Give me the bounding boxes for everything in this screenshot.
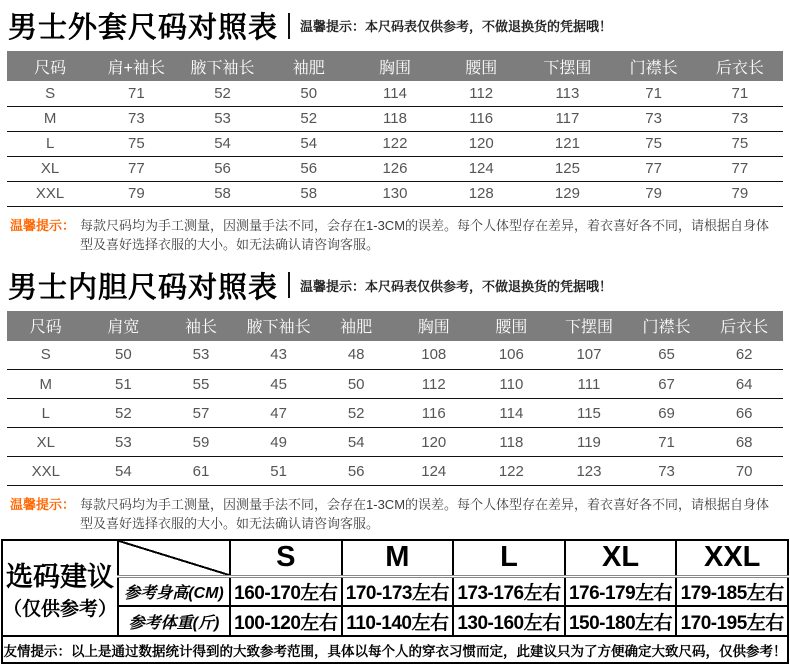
row-label: 参考身高(CM) bbox=[118, 576, 230, 606]
table-cell: 71 bbox=[628, 428, 706, 457]
rec-value-cell: 173-176左右 bbox=[453, 576, 565, 606]
table-cell: 67 bbox=[628, 370, 706, 399]
size-column-header: XXL bbox=[676, 540, 788, 576]
title-note: 温馨提示：本尺码表仅供参考，不做退换货的凭据哦！ bbox=[300, 19, 613, 34]
table-cell: 70 bbox=[705, 457, 783, 486]
table-cell: 43 bbox=[240, 341, 318, 370]
table-cell: 116 bbox=[438, 106, 524, 131]
column-header: 尺码 bbox=[7, 311, 85, 341]
table-row bbox=[7, 399, 783, 428]
table-cell: 115 bbox=[550, 399, 628, 428]
rec-value-cell: 150-180左右 bbox=[565, 606, 677, 636]
table-cell: 106 bbox=[473, 341, 551, 370]
table-cell: 119 bbox=[550, 428, 628, 457]
table-cell: 69 bbox=[628, 399, 706, 428]
table-cell: 54 bbox=[266, 131, 352, 156]
table-cell: 113 bbox=[524, 81, 610, 106]
table-cell: 64 bbox=[705, 370, 783, 399]
column-header: 下摆围 bbox=[524, 51, 610, 81]
table-cell: 129 bbox=[524, 181, 610, 206]
table-cell: 50 bbox=[266, 81, 352, 106]
table-row bbox=[7, 428, 783, 457]
table-cell: 52 bbox=[317, 399, 395, 428]
column-header: 胸围 bbox=[352, 51, 438, 81]
rec-value-cell: 130-160左右 bbox=[453, 606, 565, 636]
table-cell: S bbox=[7, 81, 93, 106]
size-column-header: M bbox=[342, 540, 454, 576]
column-header: 腋下袖长 bbox=[179, 51, 265, 81]
column-header: 腰围 bbox=[438, 51, 524, 81]
liner-tip bbox=[10, 495, 780, 533]
diagonal-cell bbox=[118, 540, 230, 576]
outer-section-header bbox=[0, 0, 790, 49]
table-cell: 121 bbox=[524, 131, 610, 156]
table-cell: 77 bbox=[611, 156, 697, 181]
table-cell: 49 bbox=[240, 428, 318, 457]
column-header: 腋下袖长 bbox=[240, 311, 318, 341]
table-cell: 73 bbox=[628, 457, 706, 486]
table-cell: 107 bbox=[550, 341, 628, 370]
size-column-header: S bbox=[230, 540, 342, 576]
table-cell: 51 bbox=[240, 457, 318, 486]
tip-text: 每款尺码均为手工测量，因测量手法不同，会存在1-3CM的误差。每个人体型存在差异，着衣喜好各不同，请根据自身体型及喜好选择衣服的大小。如无法确认请咨询客服。 bbox=[80, 217, 770, 252]
table-cell: 73 bbox=[697, 106, 783, 131]
table-cell: 56 bbox=[266, 156, 352, 181]
column-header: 门襟长 bbox=[611, 51, 697, 81]
page-title: 男士内胆尺码对照表 bbox=[8, 271, 279, 304]
table-row bbox=[7, 181, 783, 206]
title-divider bbox=[288, 272, 290, 298]
table-cell: 52 bbox=[179, 81, 265, 106]
rec-value-cell: 100-120左右 bbox=[230, 606, 342, 636]
table-header-row bbox=[7, 51, 783, 81]
liner-section-header bbox=[0, 260, 790, 309]
inner-liner-section bbox=[0, 260, 790, 534]
rec-value-cell: 170-173左右 bbox=[342, 576, 454, 606]
table-cell: 123 bbox=[550, 457, 628, 486]
rec-title: 选码建议 bbox=[6, 562, 114, 592]
table-cell: 75 bbox=[93, 131, 179, 156]
table-cell: 112 bbox=[438, 81, 524, 106]
table-cell: 79 bbox=[611, 181, 697, 206]
table-cell: 59 bbox=[162, 428, 240, 457]
table-cell: 120 bbox=[395, 428, 473, 457]
table-cell: 47 bbox=[240, 399, 318, 428]
table-cell: 50 bbox=[317, 370, 395, 399]
table-cell: 53 bbox=[162, 341, 240, 370]
rec-footer-row bbox=[2, 636, 788, 663]
table-cell: 52 bbox=[85, 399, 163, 428]
table-cell: 71 bbox=[611, 81, 697, 106]
table-cell: M bbox=[7, 370, 85, 399]
table-row bbox=[7, 370, 783, 399]
table-cell: 51 bbox=[85, 370, 163, 399]
table-cell: 108 bbox=[395, 341, 473, 370]
table-row bbox=[7, 457, 783, 486]
table-cell: 56 bbox=[179, 156, 265, 181]
table-cell: 73 bbox=[611, 106, 697, 131]
column-header: 袖肥 bbox=[266, 51, 352, 81]
table-cell: 71 bbox=[697, 81, 783, 106]
column-header: 肩宽 bbox=[85, 311, 163, 341]
table-cell: 111 bbox=[550, 370, 628, 399]
table-cell: 71 bbox=[93, 81, 179, 106]
footer-note: 友情提示：以上是通过数据统计得到的大致参考范围，具体以每个人的穿衣习惯而定，此建议只为了方便确定大致尺码，仅供参考！ bbox=[2, 636, 788, 663]
table-cell: 48 bbox=[317, 341, 395, 370]
column-header: 袖肥 bbox=[317, 311, 395, 341]
column-header: 肩+袖长 bbox=[93, 51, 179, 81]
table-cell: 118 bbox=[352, 106, 438, 131]
table-cell: 58 bbox=[266, 181, 352, 206]
table-cell: 45 bbox=[240, 370, 318, 399]
table-cell: 116 bbox=[395, 399, 473, 428]
rec-height-row bbox=[2, 576, 788, 606]
rec-weight-row bbox=[2, 606, 788, 636]
row-label: 参考体重(斤) bbox=[118, 606, 230, 636]
table-cell: 56 bbox=[317, 457, 395, 486]
rec-value-cell: 110-140左右 bbox=[342, 606, 454, 636]
size-column-header: XL bbox=[565, 540, 677, 576]
size-column-header: L bbox=[453, 540, 565, 576]
column-header: 胸围 bbox=[395, 311, 473, 341]
table-row bbox=[7, 106, 783, 131]
rec-value-cell: 179-185左右 bbox=[676, 576, 788, 606]
table-cell: L bbox=[7, 399, 85, 428]
table-cell: 77 bbox=[93, 156, 179, 181]
size-recommendation-table bbox=[1, 539, 789, 664]
outer-tip bbox=[10, 216, 780, 254]
column-header: 下摆围 bbox=[550, 311, 628, 341]
table-cell: 118 bbox=[473, 428, 551, 457]
table-cell: 75 bbox=[611, 131, 697, 156]
table-cell: 68 bbox=[705, 428, 783, 457]
table-cell: 55 bbox=[162, 370, 240, 399]
column-header: 腰围 bbox=[473, 311, 551, 341]
column-header: 后衣长 bbox=[697, 51, 783, 81]
column-header: 门襟长 bbox=[628, 311, 706, 341]
table-cell: 124 bbox=[395, 457, 473, 486]
page-title: 男士外套尺码对照表 bbox=[8, 12, 279, 44]
outer-size-table bbox=[7, 51, 783, 207]
table-cell: 120 bbox=[438, 131, 524, 156]
table-cell: 130 bbox=[352, 181, 438, 206]
table-cell: 75 bbox=[697, 131, 783, 156]
column-header: 后衣长 bbox=[705, 311, 783, 341]
table-cell: 79 bbox=[93, 181, 179, 206]
rec-value-cell: 176-179左右 bbox=[565, 576, 677, 606]
table-cell: XXL bbox=[7, 457, 85, 486]
table-header-row bbox=[7, 311, 783, 341]
outer-jacket-section bbox=[0, 0, 790, 254]
table-row bbox=[7, 156, 783, 181]
table-cell: XXL bbox=[7, 181, 93, 206]
table-cell: 126 bbox=[352, 156, 438, 181]
table-cell: 57 bbox=[162, 399, 240, 428]
table-cell: 53 bbox=[85, 428, 163, 457]
table-cell: 73 bbox=[93, 106, 179, 131]
rec-value-cell: 160-170左右 bbox=[230, 576, 342, 606]
title-divider bbox=[288, 13, 290, 39]
table-cell: 66 bbox=[705, 399, 783, 428]
rec-header-row bbox=[2, 540, 788, 576]
table-cell: 52 bbox=[266, 106, 352, 131]
table-row bbox=[7, 131, 783, 156]
table-cell: L bbox=[7, 131, 93, 156]
table-cell: XL bbox=[7, 156, 93, 181]
table-cell: XL bbox=[7, 428, 85, 457]
table-cell: 112 bbox=[395, 370, 473, 399]
table-cell: 58 bbox=[179, 181, 265, 206]
table-cell: 117 bbox=[524, 106, 610, 131]
column-header: 尺码 bbox=[7, 51, 93, 81]
table-cell: 114 bbox=[352, 81, 438, 106]
table-cell: 65 bbox=[628, 341, 706, 370]
table-cell: 61 bbox=[162, 457, 240, 486]
table-row bbox=[7, 81, 783, 106]
liner-size-table bbox=[7, 311, 783, 487]
table-cell: 54 bbox=[85, 457, 163, 486]
rec-subtitle: （仅供参考） bbox=[3, 599, 118, 620]
title-note: 温馨提示：本尺码表仅供参考，不做退换货的凭据哦！ bbox=[300, 278, 613, 294]
column-header: 袖长 bbox=[162, 311, 240, 341]
rec-value-cell: 170-195左右 bbox=[676, 606, 788, 636]
table-cell: 114 bbox=[473, 399, 551, 428]
table-cell: 77 bbox=[697, 156, 783, 181]
tip-text: 每款尺码均为手工测量，因测量手法不同，会存在1-3CM的误差。每个人体型存在差异，着衣喜好各不同，请根据自身体型及喜好选择衣服的大小。如无法确认请咨询客服。 bbox=[80, 497, 770, 531]
table-cell: 79 bbox=[697, 181, 783, 206]
table-cell: 124 bbox=[438, 156, 524, 181]
table-cell: 50 bbox=[85, 341, 163, 370]
table-cell: 54 bbox=[317, 428, 395, 457]
table-cell: 128 bbox=[438, 181, 524, 206]
table-cell: 62 bbox=[705, 341, 783, 370]
tip-label: 温馨提示： bbox=[10, 217, 76, 233]
table-cell: 125 bbox=[524, 156, 610, 181]
table-cell: 122 bbox=[352, 131, 438, 156]
table-cell: 122 bbox=[473, 457, 551, 486]
table-cell: 53 bbox=[179, 106, 265, 131]
table-cell: 54 bbox=[179, 131, 265, 156]
tip-label: 温馨提示： bbox=[10, 497, 76, 512]
table-cell: 110 bbox=[473, 370, 551, 399]
table-row bbox=[7, 341, 783, 370]
table-cell: M bbox=[7, 106, 93, 131]
table-cell: S bbox=[7, 341, 85, 370]
